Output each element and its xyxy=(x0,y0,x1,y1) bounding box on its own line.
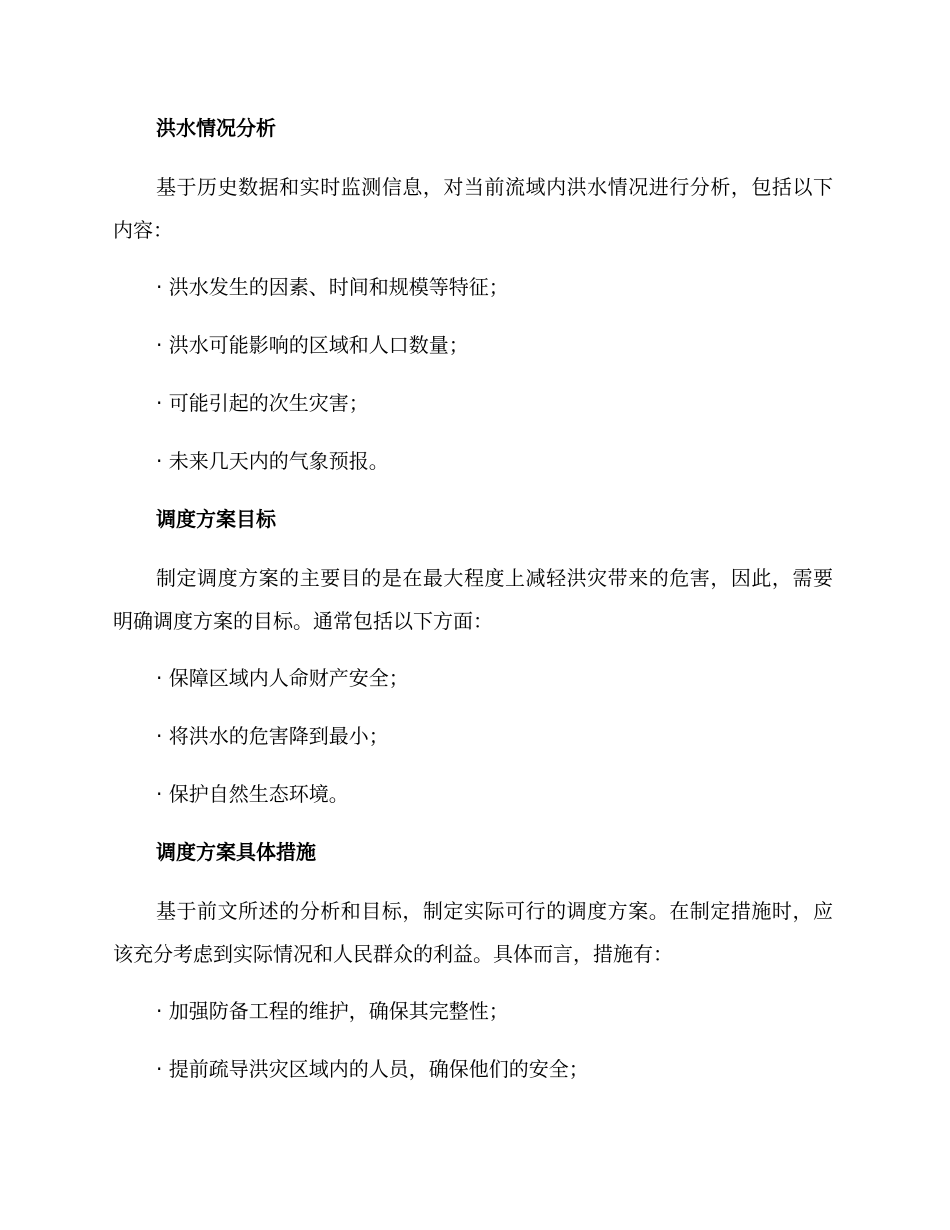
section-intro-flood-analysis: 基于历史数据和实时监测信息，对当前流域内洪水情况进行分析，包括以下内容： xyxy=(113,175,833,242)
list-item: · 将洪水的危害降到最小； xyxy=(156,724,389,748)
list-item: · 可能引起的次生灾害； xyxy=(156,391,369,415)
section-heading-dispatch-goals: 调度方案目标 xyxy=(156,507,276,531)
list-item: · 保护自然生态环境。 xyxy=(156,782,349,806)
list-item: · 洪水发生的因素、时间和规模等特征； xyxy=(156,275,509,299)
section-intro-dispatch-goals: 制定调度方案的主要目的是在最大程度上减轻洪灾带来的危害，因此，需要明确调度方案的目标。通常包括以下方面： xyxy=(113,566,833,633)
document-body xyxy=(113,108,833,1107)
section-intro-dispatch-measures: 基于前文所述的分析和目标，制定实际可行的调度方案。在制定措施时，应该充分考虑到实际情况和人民群众的利益。具体而言，措施有： xyxy=(113,899,833,966)
list-item: · 未来几天内的气象预报。 xyxy=(156,449,389,473)
list-item: · 提前疏导洪灾区域内的人员，确保他们的安全； xyxy=(156,1057,589,1081)
list-item: · 洪水可能影响的区域和人口数量； xyxy=(156,333,469,357)
section-heading-flood-analysis: 洪水情况分析 xyxy=(156,116,276,140)
section-heading-dispatch-measures: 调度方案具体措施 xyxy=(156,840,316,864)
list-item: · 保障区域内人命财产安全； xyxy=(156,666,409,690)
list-item: · 加强防备工程的维护，确保其完整性； xyxy=(156,999,509,1023)
